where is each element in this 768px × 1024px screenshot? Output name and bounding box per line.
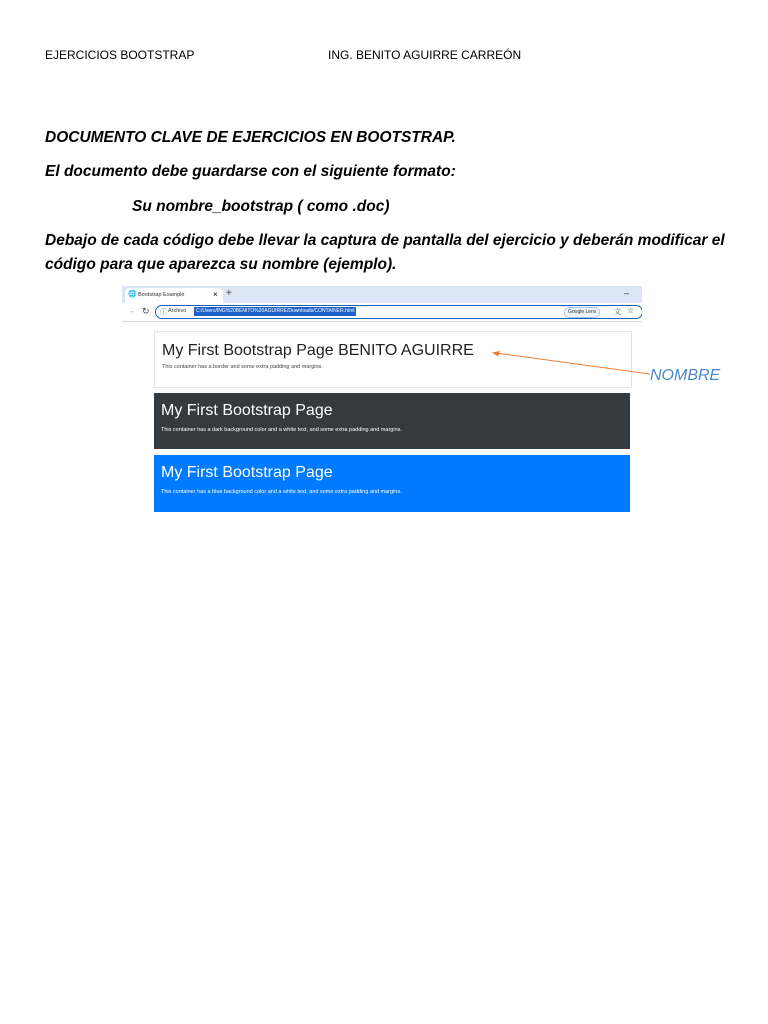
- forward-icon[interactable]: →: [128, 308, 135, 315]
- globe-icon: 🌐: [128, 291, 137, 298]
- info-icon[interactable]: ⓘ: [160, 309, 167, 316]
- omnibox[interactable]: [155, 305, 642, 319]
- star-icon[interactable]: ☆: [627, 306, 635, 315]
- container-text: This container has a dark background color and a white text, and some extra padding and margins.: [161, 427, 402, 433]
- header-right: ING. BENITO AGUIRRE CARREÓN: [328, 48, 522, 62]
- container-heading: My First Bootstrap Page: [161, 464, 333, 481]
- instructions: Debajo de cada código debe llevar la captura de pantalla del ejercicio y deberán modificar el código para que aparezca su nombre (ejemplo).: [45, 232, 725, 273]
- new-tab-icon[interactable]: +: [226, 288, 232, 299]
- translate-icon[interactable]: 文: [614, 309, 621, 316]
- dark-container: [154, 393, 630, 449]
- container-text: This container has a border and some extra padding and margins.: [162, 364, 323, 370]
- address-bar: [122, 303, 642, 322]
- close-icon[interactable]: ×: [213, 290, 218, 299]
- blue-container: [154, 455, 630, 512]
- format-intro: El documento debe guardarse con el siguiente formato:: [45, 163, 456, 180]
- container-heading: My First Bootstrap Page: [161, 402, 333, 419]
- reload-icon[interactable]: ↻: [142, 306, 150, 316]
- name-annotation-label: NOMBRE: [650, 367, 721, 384]
- tab-bar: [122, 286, 642, 303]
- annotation-arrow: [488, 348, 653, 378]
- document-title: DOCUMENTO CLAVE DE EJERCICIOS EN BOOTSTRAP.: [45, 129, 456, 146]
- header-left: EJERCICIOS BOOTSTRAP: [45, 48, 195, 62]
- tab-title: Bootstrap Example: [138, 292, 185, 298]
- minimize-icon[interactable]: –: [624, 288, 630, 298]
- container-heading: My First Bootstrap Page BENITO AGUIRRE: [162, 342, 474, 359]
- browser-tab[interactable]: [125, 288, 223, 303]
- google-lens-button[interactable]: Google Lens: [564, 307, 600, 318]
- address-label: Archivo: [168, 308, 187, 314]
- format-example: Su nombre_bootstrap ( como .doc): [132, 198, 390, 215]
- url-text[interactable]: C:/Users/ING%20BENITO%20AGUIRRE/Downloads/CONTAINER.html: [196, 308, 355, 314]
- container-text: This container has a blue background color and a white text, and some extra padding and margins.: [161, 489, 402, 495]
- browser-screenshot: [122, 286, 642, 512]
